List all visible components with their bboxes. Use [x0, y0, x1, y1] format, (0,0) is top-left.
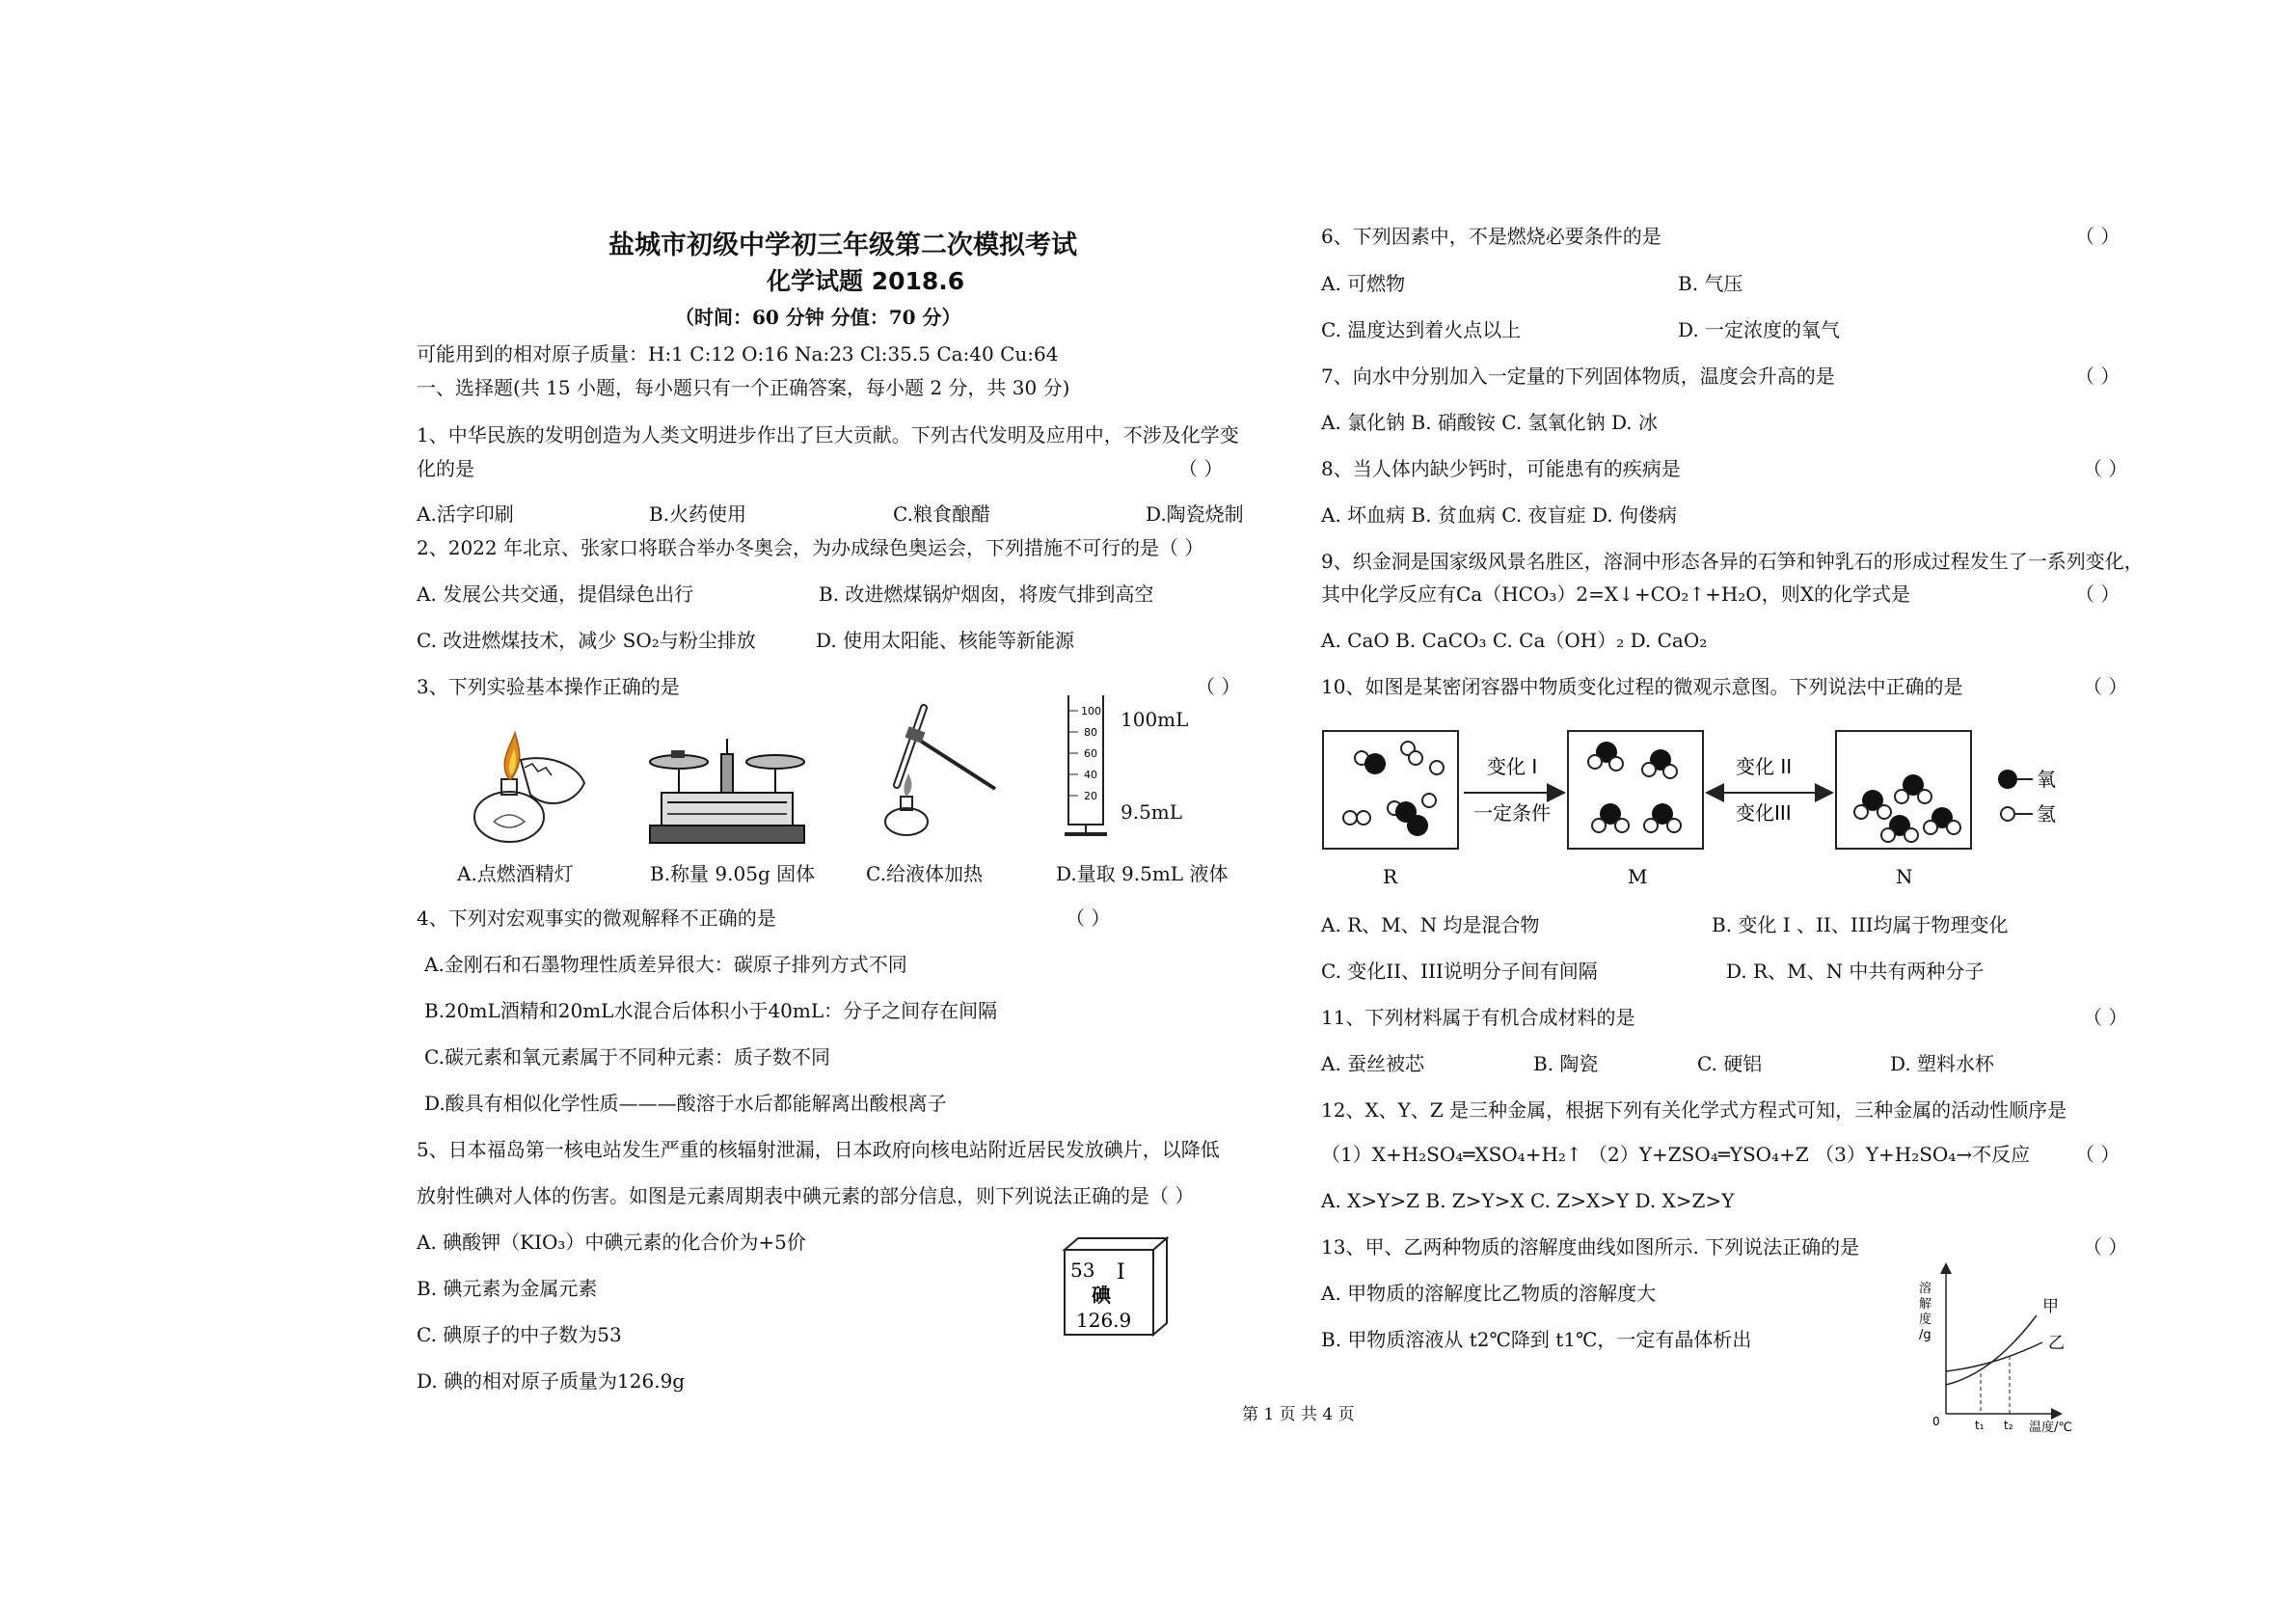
q11-bracket: （ ） [2083, 1006, 2128, 1029]
q12-options: A. X>Y>Z B. Z>Y>X C. Z>X>Y D. X>Z>Y [1321, 1189, 1735, 1212]
q2-option-d: D. 使用太阳能、核能等新能源 [816, 629, 1075, 652]
iodine-name: 碘 [1092, 1284, 1111, 1307]
q6-option-a: A. 可燃物 [1321, 272, 1406, 295]
q6-bracket: （ ） [2075, 225, 2120, 248]
q11: 11、下列材料属于有机合成材料的是 [1321, 1006, 1635, 1029]
condition-label: 一定条件 [1473, 801, 1551, 825]
q6-option-b: B. 气压 [1678, 272, 1743, 295]
iodine-number: 53 [1070, 1259, 1095, 1282]
curve-t1: t₁ [1975, 1419, 1985, 1432]
cylinder-9.5ml-label: 9.5mL [1121, 800, 1183, 824]
q13: 13、甲、乙两种物质的溶解度曲线如图所示. 下列说法正确的是 [1321, 1235, 1860, 1259]
label-r: R [1383, 865, 1398, 888]
time-info: （时间：60 分钟 分值：70 分） [675, 306, 961, 329]
q13-bracket: （ ） [2083, 1235, 2128, 1259]
solubility-curve-figure [1909, 1259, 2083, 1435]
q5-line1: 5、日本福岛第一核电站发生严重的核辐射泄漏，日本政府向核电站附近居民发放碘片，以降低 [417, 1138, 1220, 1161]
balance-scale-figure [644, 733, 810, 847]
q5-option-b: B. 碘元素为金属元素 [417, 1277, 598, 1300]
curve-origin: 0 [1932, 1415, 1940, 1428]
q4-option-c: C.碳元素和氧元素属于不同种元素：质子数不同 [424, 1045, 830, 1069]
q8-options: A. 坏血病 B. 贫血病 C. 夜盲症 D. 佝偻病 [1321, 503, 1677, 527]
change3-label: 变化III [1736, 801, 1792, 825]
q9-line1: 9、织金洞是国家级风景名胜区，溶洞中形态各异的石笋和钟乳石的形成过程发生了一系列变化， [1321, 550, 2144, 573]
q9-line2: 其中化学反应有Ca（HCO₃）2=X↓+CO₂↑+H₂O，则X的化学式是 [1321, 582, 1910, 606]
exam-subtitle: 化学试题 2018.6 [767, 267, 965, 295]
q1-option-c: C.粮食酿醋 [893, 502, 990, 526]
curve-yi-label: 乙 [2048, 1334, 2065, 1353]
q8-bracket: （ ） [2083, 457, 2128, 480]
q13-option-b: B. 甲物质溶液从 t2℃降到 t1℃，一定有晶体析出 [1321, 1328, 1752, 1351]
q1-line1: 1、中华民族的发明创造为人类文明进步作出了巨大贡献。下列古代发明及应用中，不涉及化学变 [417, 423, 1239, 447]
curve-ylabel-3: 度 [1919, 1313, 1932, 1327]
q7-options: A. 氯化钠 B. 硝酸铵 C. 氢氧化钠 D. 冰 [1321, 411, 1658, 434]
q10: 10、如图是某密闭容器中物质变化过程的微观示意图。下列说法中正确的是 [1321, 675, 1963, 698]
q4-option-a: A.金刚石和石墨物理性质差异很大：碳原子排列方式不同 [424, 953, 907, 976]
cyl-tick-80: 80 [1084, 726, 1097, 739]
cyl-tick-40: 40 [1084, 769, 1097, 781]
q12-bracket: （ ） [2075, 1143, 2120, 1166]
q10-option-c: C. 变化II、III说明分子间有间隔 [1321, 960, 1598, 983]
cylinder-100ml-label: 100mL [1121, 708, 1189, 731]
curve-t2: t₂ [2004, 1419, 2013, 1432]
atomic-masses: 可能用到的相对原子质量：H:1 C:12 O:16 Na:23 Cl:35.5 Ca:40 Cu:64 [417, 342, 1059, 365]
q2: 2、2022 年北京、张家口将联合举办冬奥会，为办成绿色奥运会，下列措施不可行的是（ ） [417, 536, 1204, 559]
curve-ylabel-2: 解 [1919, 1297, 1932, 1312]
q3-caption-b: B.称量 9.05g 固体 [650, 862, 816, 885]
label-m: M [1628, 865, 1648, 888]
heating-test-tube-figure [868, 702, 1013, 845]
section-heading: 一、选择题(共 15 小题，每小题只有一个正确答案，每小题 2 分，共 30 分) [417, 376, 1070, 399]
legend-oxygen: 氧 [2037, 768, 2056, 791]
curve-xlabel: 温度/℃ [2029, 1421, 2072, 1435]
q11-option-a: A. 蚕丝被芯 [1321, 1052, 1425, 1075]
q5-option-a: A. 碘酸钾（KIO₃）中碘元素的化合价为+5价 [417, 1231, 806, 1254]
iodine-mass: 126.9 [1076, 1309, 1132, 1332]
legend-hydrogen: 氢 [2037, 802, 2056, 826]
q11-option-d: D. 塑料水杯 [1890, 1052, 1995, 1075]
cyl-tick-100: 100 [1081, 705, 1101, 717]
q10-bracket: （ ） [2083, 675, 2128, 698]
curve-jia-label: 甲 [2042, 1297, 2059, 1316]
q6-option-c: C. 温度达到着火点以上 [1321, 318, 1522, 341]
q4: 4、下列对宏观事实的微观解释不正确的是 [417, 907, 776, 930]
q6: 6、下列因素中，不是燃烧必要条件的是 [1321, 225, 1661, 248]
change1-label: 变化 I [1487, 755, 1538, 778]
q9-options: A. CaO B. CaCO₃ C. Ca（OH）₂ D. CaO₂ [1321, 629, 1708, 652]
change2-label: 变化 II [1736, 755, 1793, 778]
q4-option-d: D.酸具有相似化学性质———酸溶于水后都能解离出酸根离子 [424, 1092, 947, 1115]
q5-option-d: D. 碘的相对原子质量为126.9g [417, 1369, 686, 1393]
q11-option-c: C. 硬铝 [1697, 1052, 1763, 1075]
q3-caption-a: A.点燃酒精灯 [457, 862, 574, 885]
q10-option-b: B. 变化 I 、II、III均属于物理变化 [1712, 913, 2009, 936]
cyl-tick-60: 60 [1084, 747, 1097, 760]
curve-ylabel-4: /g [1919, 1328, 1931, 1342]
cyl-tick-20: 20 [1084, 790, 1097, 802]
q4-bracket: （ ） [1066, 907, 1111, 930]
q11-option-b: B. 陶瓷 [1533, 1052, 1599, 1075]
q7: 7、向水中分别加入一定量的下列固体物质，温度会升高的是 [1321, 365, 1835, 388]
q9-bracket: （ ） [2075, 582, 2120, 606]
q12-equations: （1）X+H₂SO₄═XSO₄+H₂↑ （2）Y+ZSO₄═YSO₄+Z （3）Y+H₂SO₄→不反应 [1321, 1143, 2031, 1166]
q2-option-a: A. 发展公共交通，提倡绿色出行 [417, 582, 694, 606]
exam-title: 盐城市初级中学初三年级第二次模拟考试 [608, 230, 1077, 260]
q3-caption-c: C.给液体加热 [866, 862, 983, 885]
graduated-cylinder-figure [1061, 690, 1128, 842]
q10-option-a: A. R、M、N 均是混合物 [1321, 913, 1540, 936]
q3-caption-d: D.量取 9.5mL 液体 [1056, 862, 1229, 885]
q1-bracket: （ ） [1178, 457, 1224, 480]
iodine-element-card [1061, 1236, 1169, 1339]
q3-bracket: （ ） [1196, 675, 1241, 698]
q2-option-b: B. 改进燃煤锅炉烟囱，将废气排到高空 [819, 582, 1154, 606]
q5-option-c: C. 碘原子的中子数为53 [417, 1323, 622, 1346]
q10-option-d: D. R、M、N 中共有两种分子 [1726, 960, 1985, 983]
alcohol-lamp-figure [461, 725, 606, 846]
q4-option-b: B.20mL酒精和20mL水混合后体积小于40mL：分子之间存在间隔 [424, 999, 998, 1022]
q1-line2: 化的是 [417, 457, 474, 480]
molecular-change-diagram [1321, 725, 2073, 889]
q8: 8、当人体内缺少钙时，可能患有的疾病是 [1321, 457, 1681, 480]
q2-option-c: C. 改进燃煤技术，减少 SO₂与粉尘排放 [417, 629, 756, 652]
q6-option-d: D. 一定浓度的氧气 [1678, 318, 1841, 341]
iodine-symbol: I [1117, 1260, 1125, 1285]
q3: 3、下列实验基本操作正确的是 [417, 675, 680, 698]
q1-option-d: D.陶瓷烧制 [1146, 502, 1244, 526]
label-n: N [1896, 865, 1913, 888]
q1-option-b: B.火药使用 [649, 502, 747, 526]
page-footer: 第 1 页 共 4 页 [1242, 1405, 1355, 1424]
q5-line2: 放射性碘对人体的伤害。如图是元素周期表中碘元素的部分信息，则下列说法正确的是（ ） [417, 1184, 1195, 1207]
q12: 12、X、Y、Z 是三种金属，根据下列有关化学式方程式可知，三种金属的活动性顺序是 [1321, 1098, 2067, 1122]
q13-option-a: A. 甲物质的溶解度比乙物质的溶解度大 [1321, 1282, 1657, 1305]
q7-bracket: （ ） [2075, 365, 2120, 388]
curve-ylabel-1: 溶 [1919, 1282, 1932, 1296]
q1-option-a: A.活字印刷 [417, 502, 514, 526]
